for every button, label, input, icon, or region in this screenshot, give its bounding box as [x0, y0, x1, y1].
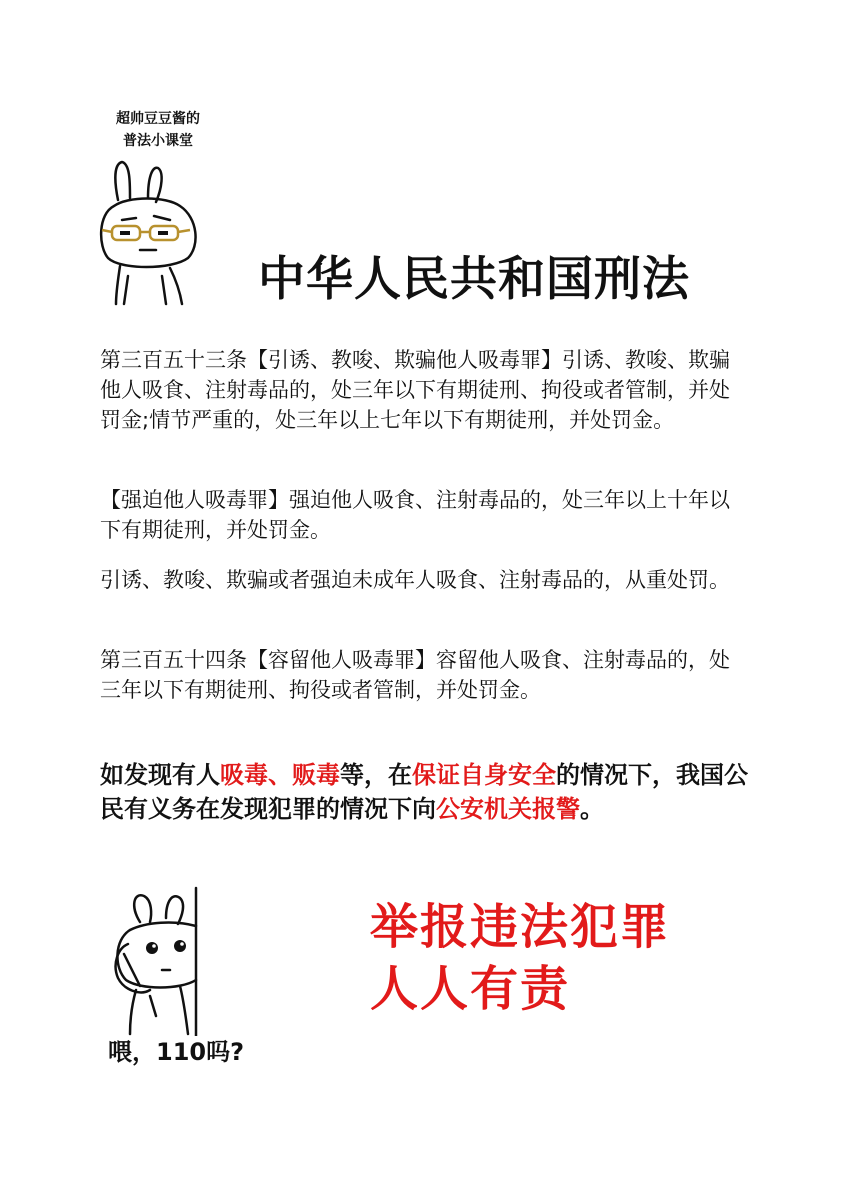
bunny-glasses-illustration — [92, 158, 222, 306]
notice-text-4: 。 — [580, 795, 604, 823]
bunny-phone-illustration — [100, 886, 220, 1036]
notice-text-3: 的情况下，我国公民有义务在发现犯罪的情况下向 — [100, 761, 748, 823]
report-slogan — [370, 896, 670, 1020]
report-notice — [100, 758, 750, 826]
caption-line-1: 超帅豆豆酱的 — [116, 111, 200, 127]
phone-caption: 喂，110吗? — [108, 1038, 245, 1066]
lesson-caption — [96, 108, 220, 152]
notice-text-1: 如发现有人 — [100, 761, 220, 789]
notice-highlight-drugs: 吸毒、贩毒 — [220, 761, 340, 789]
notice-highlight-police: 公安机关报警 — [436, 795, 580, 823]
law-forced-drug-use: 【强迫他人吸毒罪】强迫他人吸食、注射毒品的，处三年以上十年以下有期徒刑，并处罚金。 — [100, 488, 730, 542]
notice-text-2: 等，在 — [340, 761, 412, 789]
caption-line-2: 普法小课堂 — [123, 133, 193, 149]
slogan-line-1: 举报违法犯罪 — [370, 899, 671, 955]
notice-highlight-safety: 保证自身安全 — [412, 761, 556, 789]
page-title: 中华人民共和国刑法 — [258, 252, 690, 307]
slogan-line-2: 人人有责 — [370, 961, 571, 1017]
law-article-354: 第三百五十四条【容留他人吸毒罪】容留他人吸食、注射毒品的，处三年以下有期徒刑、拘役或者管制，并处罚金。 — [100, 648, 730, 702]
law-article-353: 第三百五十三条【引诱、教唆、欺骗他人吸毒罪】引诱、教唆、欺骗他人吸食、注射毒品的，处三年以下有期徒刑、拘役或者管制，并处罚金;情节严重的，处三年以上七年以下有期徒刑，并处罚金。 — [100, 348, 730, 432]
law-minors-clause: 引诱、教唆、欺骗或者强迫未成年人吸食、注射毒品的，从重处罚。 — [100, 568, 730, 592]
